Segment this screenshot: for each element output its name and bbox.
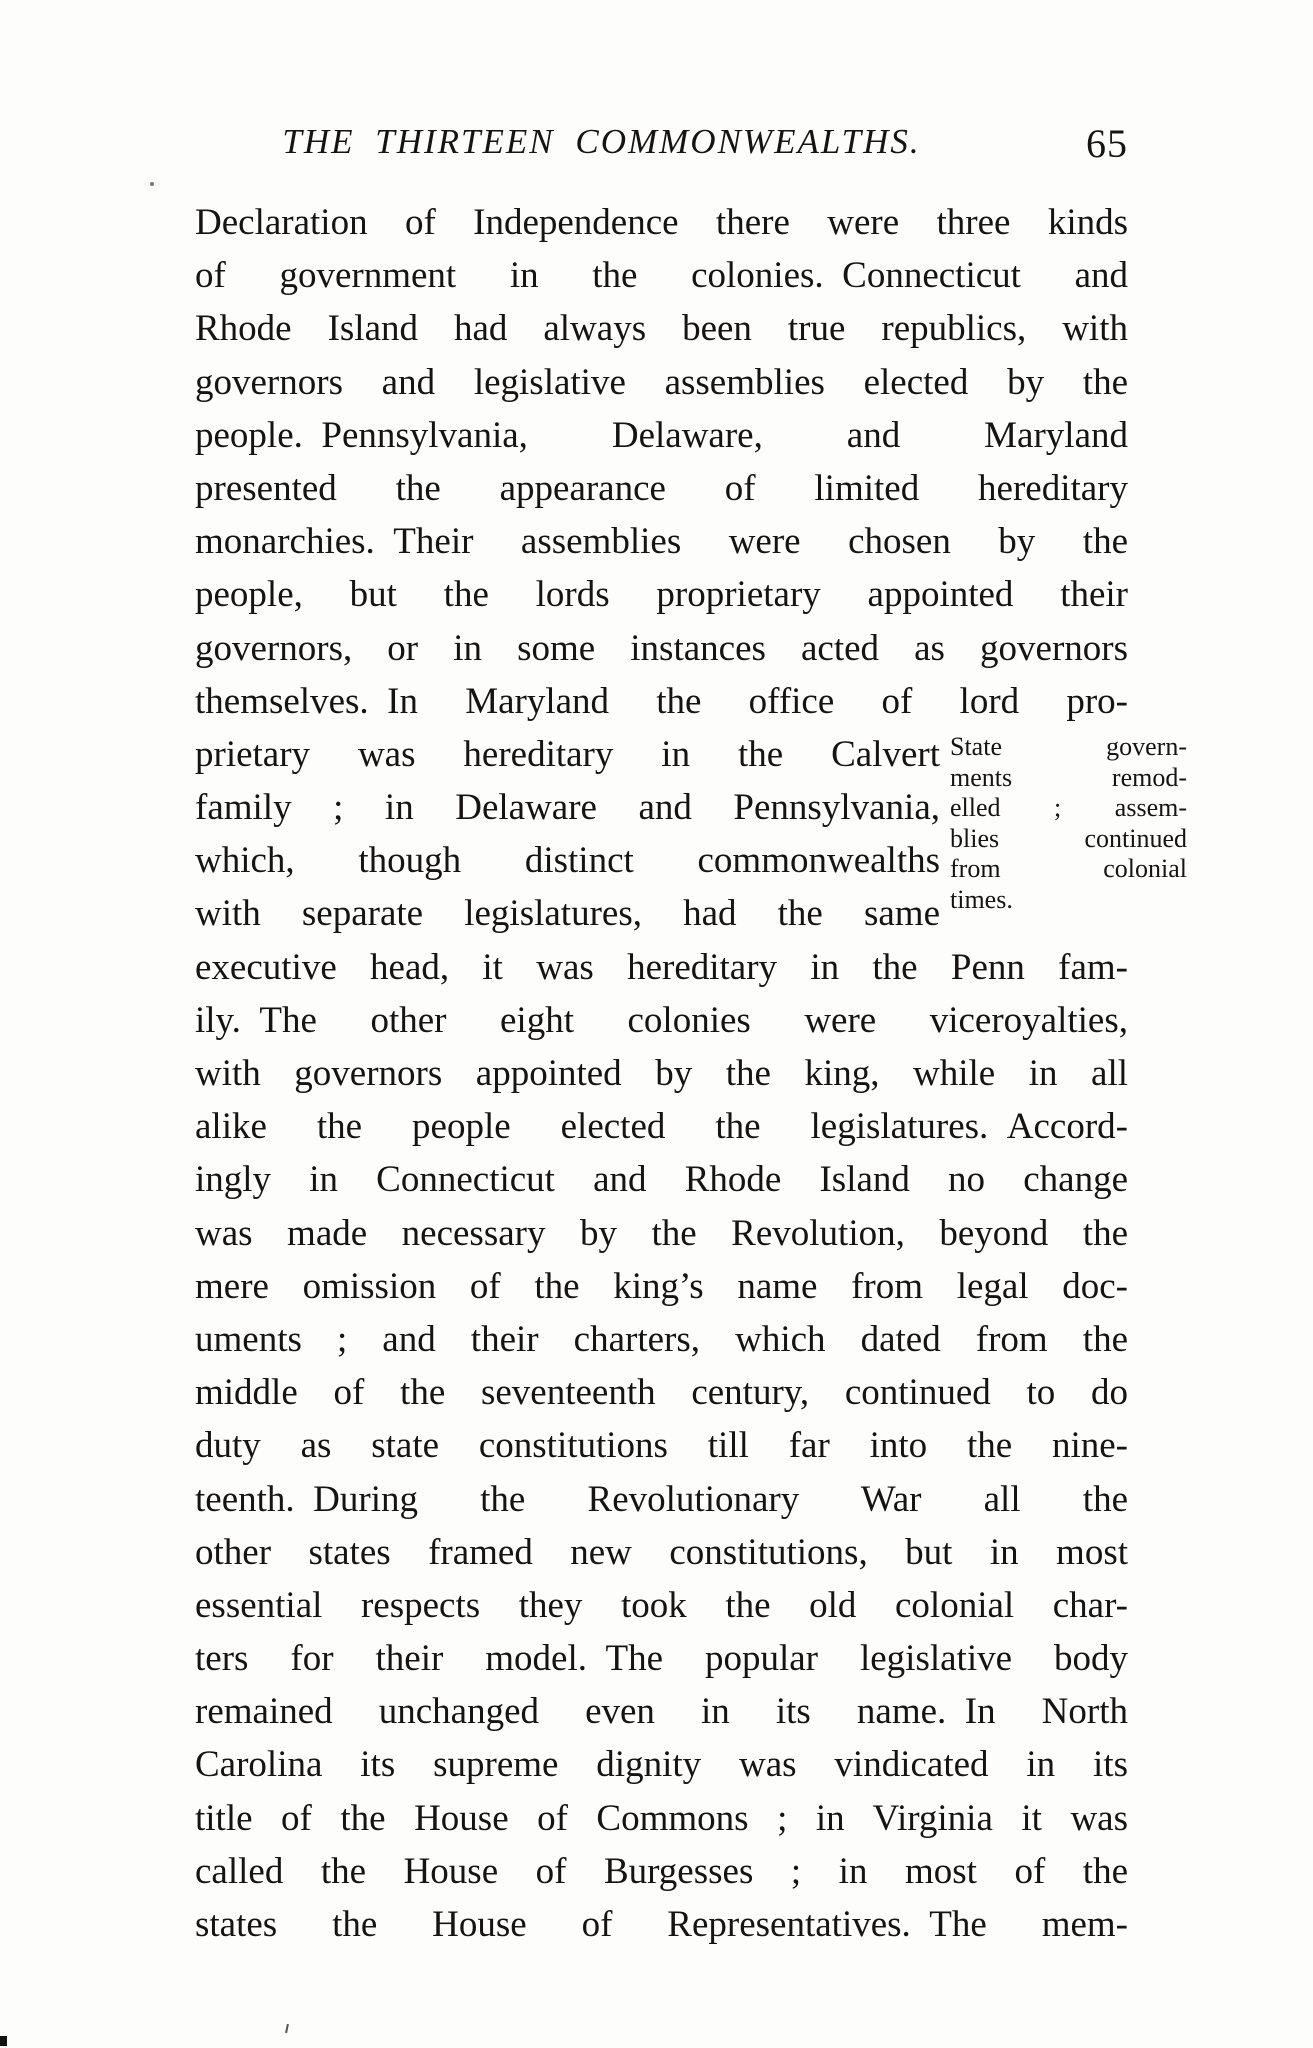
text-lines [195,196,1128,1951]
text-line: duty as state constitutions till far into the nine- [195,1425,1128,1467]
text-line: executive head, it was hereditary in the Penn fam- [195,946,1128,988]
page-number: 65 [1086,121,1128,166]
text-line: with governors appointed by the king, while in all [195,1053,1128,1094]
text-line: with separate legislatures, had the same [195,893,940,935]
text-line: remained unchanged even in its name. In North [195,1691,1128,1733]
margin-note-line: blies continued [950,823,1187,853]
text-line: people. Pennsylvania, Delaware, and Maryland [195,414,1128,456]
text-line: ily. The other eight colonies were viceroyalties, [195,999,1128,1041]
text-line: governors and legislative assemblies elected by the [195,361,1128,403]
text-line: teenth. During the Revolutionary War all the [195,1478,1128,1520]
margin-note-line: State govern- [950,732,1187,761]
running-head-title: THE THIRTEEN COMMONWEALTHS. [282,122,921,161]
text-line: states the House of Representatives. The mem- [195,1904,1128,1945]
body-text [195,196,1187,1951]
text-line: Carolina its supreme dignity was vindicated in its [195,1744,1128,1786]
text-line: mere omission of the king’s name from legal doc- [195,1265,1128,1307]
text-line: ingly in Connecticut and Rhode Island no change [195,1159,1128,1201]
text-line: called the House of Burgesses ; in most of the [195,1850,1128,1892]
text-line: of government in the colonies. Connecticut and [195,255,1128,297]
text-line: people, but the lords proprietary appointed their [195,574,1128,616]
text-line: essential respects they took the old colonial char- [195,1584,1128,1626]
text-line: alike the people elected the legislatures. Accord- [195,1106,1128,1148]
scan-speck [285,2024,289,2033]
running-head [195,122,1128,170]
text-line: uments ; and their charters, which dated from the [195,1318,1128,1360]
text-line: themselves. In Maryland the office of lord pro- [195,680,1128,722]
text-line: title of the House of Commons ; in Virginia it was [195,1797,1128,1839]
text-line: monarchies. Their assemblies were chosen by the [195,521,1128,563]
margin-note-line: from colonial [950,854,1187,884]
text-line: governors, or in some instances acted as governors [195,627,1128,669]
text-line: presented the appearance of limited hereditary [195,467,1128,509]
scan-speck [0,2036,7,2046]
margin-note-line: ments remod- [950,762,1187,792]
margin-note-line: times. [950,884,1013,914]
text-line: family ; in Delaware and Pennsylvania, [195,787,940,829]
text-line: Declaration of Independence there were three kinds [195,202,1128,243]
text-line: ters for their model. The popular legislative body [195,1638,1128,1680]
text-line: was made necessary by the Revolution, beyond the [195,1212,1128,1254]
text-line: other states framed new constitutions, but in most [195,1531,1128,1573]
margin-note [950,732,1187,916]
scan-speck [150,182,154,186]
margin-note-line: elled ; assem- [950,793,1187,823]
text-line: middle of the seventeenth century, continued to do [195,1372,1128,1414]
text-line: prietary was hereditary in the Calvert [195,733,940,775]
text-line: which, though distinct commonwealths [195,840,940,882]
text-line: Rhode Island had always been true republics, with [195,308,1128,350]
